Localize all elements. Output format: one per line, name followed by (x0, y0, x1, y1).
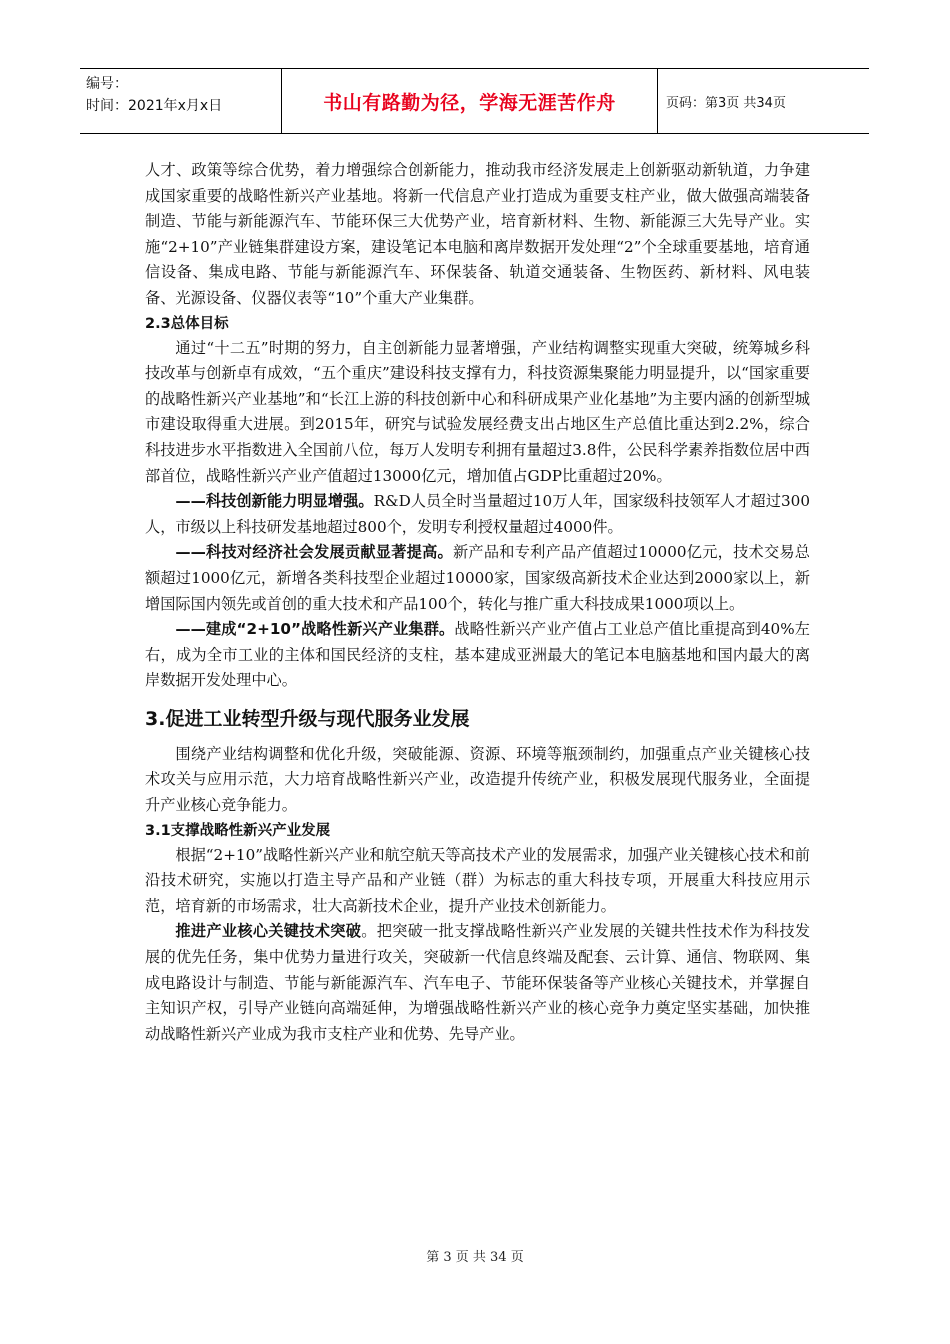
goal-item-title: ——科技创新能力明显增强。 (175, 492, 374, 511)
paragraph-text: 。把突破一批支撑战略性新兴产业发展的关键共性技术作为科技发展的优先任务，集中优势力量进行攻关，突破新一代信息终端及配套、云计算、通信、物联网、集成电路设计与制造、节能与新能源汽车、汽车电子、节能环保装备等产业核心关键技术，并掌握自主知识产权，引导产业链向高端延伸，为增强战略性新兴产业的核心竞争力奠定坚实基础，加快推动战略性新兴产业成为我市支柱产业和优势、先导产业。 (145, 922, 811, 1043)
goal-item (145, 540, 810, 617)
header-page-info: 页码：第3页 共34页 (666, 95, 786, 111)
section-heading-3-1: 3.1支撑战略性新兴产业发展 (145, 822, 331, 839)
paragraph: 通过“十二五”时期的努力，自主创新能力显著增强，产业结构调整实现重大突破，统筹城乡科技改革与创新卓有成效，“五个重庆”建设科技支撑有力，科技资源集聚能力明显提升，以“国家重要的战略性新兴产业基地”和“长江上游的科技创新中心和科研成果产业化基地”为主要内涵的创新型城市建设取得重大进展。到2015年，研究与试验发展经费支出占地区生产总值比重达到2.2%，综合科技进步水平指数进入全国前八位，每万人发明专利拥有量超过3.8件，公民科学素养指数位居中西部首位，战略性新兴产业产值超过13000亿元，增加值占GDP比重超过20%。 (145, 338, 810, 485)
goal-item-title: ——建成“2+10”战略性新兴产业集群。 (175, 620, 455, 639)
paragraph: 人才、政策等综合优势，着力增强综合创新能力，推动我市经济发展走上创新驱动新轨道，力争建成国家重要的战略性新兴产业基地。将新一代信息产业打造成为重要支柱产业，做大做强高端装备制造、节能与新能源汽车、节能环保三大优势产业，培育新材料、生物、新能源三大先导产业。实施“2+10”产业链集群建设方案，建设笔记本电脑和离岸数据开发处理“2”个全球重要基地，培育通信设备、集成电路、节能与新能源汽车、环保装备、轨道交通装备、生物医药、新材料、风电装备、光源设备、仪器仪表等“10”个重大产业集群。 (145, 161, 810, 307)
goal-item-title: ——科技对经济社会发展贡献显著提高。 (175, 543, 453, 562)
header-motto: 书山有路勤为径，学海无涯苦作舟 (282, 69, 658, 133)
goal-item-text: 新产品和专利产品产值超过10000亿元，技术交易总额超过1000亿元，新增各类科技型企业超过10000家，国家级高新技术企业达到2000家以上，新增国际国内领先或首创的重大技术和产品100个，转化与推广重大科技成果1000项以上。 (145, 543, 810, 613)
page-footer: 第 3 页 共 34 页 (426, 1250, 524, 1265)
goal-item-text: R&D人员全时当量超过10万人年，国家级科技领军人才超过300人，市级以上科技研发基地超过800个，发明专利授权量超过4000件。 (145, 492, 810, 536)
goal-item (145, 489, 810, 540)
section-heading-2-3: 2.3总体目标 (145, 315, 229, 332)
goal-item (145, 617, 810, 694)
section-heading-3: 3.促进工业转型升级与现代服务业发展 (145, 707, 470, 730)
paragraph-lead: 推进产业核心关键技术突破 (175, 922, 362, 941)
paragraph: 围绕产业结构调整和优化升级，突破能源、资源、环境等瓶颈制约，加强重点产业关键核心技术攻关与应用示范，大力培育战略性新兴产业，改造提升传统产业，积极发展现代服务业，全面提升产业核心竞争能力。 (145, 744, 810, 815)
header-meta (80, 69, 282, 133)
goal-item-text: 战略性新兴产业产值占工业总产值比重提高到40%左右，成为全市工业的主体和国民经济的支柱，基本建成亚洲最大的笔记本电脑基地和国内最大的离岸数据开发处理中心。 (145, 620, 810, 690)
paragraph: 根据“2+10”战略性新兴产业和航空航天等高技术产业的发展需求，加强产业关键核心技术和前沿技术研究，实施以打造主导产品和产业链（群）为标志的重大科技专项，开展重大科技应用示范，培育新的市场需求，壮大高新技术企业，提升产业技术创新能力。 (145, 845, 810, 915)
document-number-label: 编号： (86, 76, 128, 92)
document-date: 时间：2021年x月x日 (86, 98, 223, 114)
page-header (80, 68, 869, 134)
paragraph (145, 919, 810, 1047)
document-body (145, 158, 810, 1047)
